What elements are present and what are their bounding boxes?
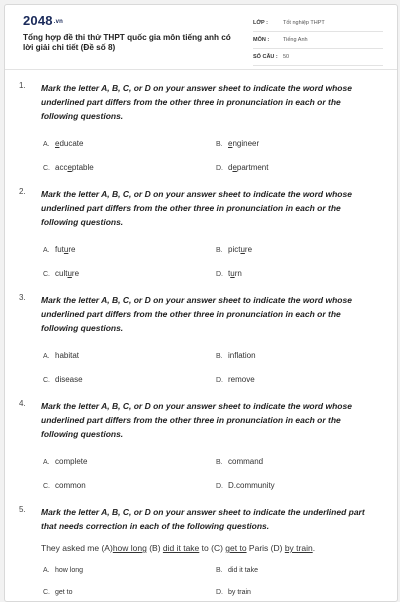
question-text: Mark the letter A, B, C, or D on your answer sheet to indicate the word whose underlined part differs from the other three in pronunciation in each or the following questions. [41, 401, 352, 439]
question-text: Mark the letter A, B, C, or D on your answer sheet to indicate the word whose underlined part differs from the other three in pronunciation in each or the following questions. [41, 295, 352, 333]
question-number: 2. [19, 187, 26, 196]
option-text: how long [55, 567, 84, 574]
option-letter: B. [216, 567, 223, 574]
option-letter: A. [43, 247, 50, 254]
option-b[interactable] [216, 457, 263, 466]
option-text: fut [55, 245, 64, 254]
option-a[interactable] [43, 245, 75, 254]
option-text: D.community [228, 481, 275, 490]
meta-key: MÔN : [253, 37, 270, 43]
meta-row-class [253, 15, 383, 32]
document-page [4, 4, 398, 602]
option-underline: e [67, 163, 72, 172]
option-letter: B. [216, 141, 223, 148]
option-text: remove [228, 375, 255, 384]
option-letter: D. [216, 377, 223, 384]
meta-row-count [253, 49, 383, 66]
option-letter: C. [43, 483, 50, 490]
option-text: re [71, 269, 80, 278]
question-3 [19, 293, 379, 393]
option-letter: C. [43, 377, 50, 384]
option-letter: D. [216, 271, 223, 278]
sentence-underline: how long [112, 543, 147, 553]
document-meta [253, 15, 383, 66]
option-underline: u [63, 245, 69, 254]
option-c[interactable] [43, 375, 83, 384]
option-text: get to [55, 589, 73, 596]
option-text: habitat [55, 351, 80, 360]
option-text: re [244, 245, 253, 254]
option-text: common [55, 481, 86, 490]
option-text: by train [228, 589, 251, 596]
sentence-part: Paris (D) [246, 543, 285, 553]
option-text: partment [236, 163, 269, 172]
option-c[interactable] [43, 163, 94, 172]
option-c[interactable] [43, 481, 86, 490]
sentence-part: They asked me (A) [41, 543, 113, 553]
document-title: Tổng hợp đề thi thử THPT quốc gia môn tiếng anh có lời giải chi tiết (Đề số 8) [23, 33, 231, 52]
logo-suffix: .vn [53, 18, 64, 25]
meta-key: LỚP : [253, 20, 268, 26]
option-text: inflation [228, 351, 256, 360]
option-letter: D. [216, 589, 223, 596]
question-sentence [41, 543, 315, 553]
option-underline: u [230, 269, 235, 278]
option-underline: e [232, 163, 237, 172]
logo-text: 2048 [23, 13, 53, 28]
option-a[interactable] [43, 139, 83, 148]
option-text: ptable [71, 163, 94, 172]
option-letter: A. [43, 459, 50, 466]
option-underline: e [55, 139, 60, 148]
option-text: ducate [59, 139, 84, 148]
meta-value: Tiếng Anh [283, 37, 308, 43]
option-text: complete [55, 457, 88, 466]
option-text: rn [234, 269, 242, 278]
sentence-part: . [312, 543, 316, 553]
question-text: Mark the letter A, B, C, or D on your answer sheet to indicate the word whose underlined part differs from the other three in pronunciation in each or the following questions. [41, 83, 352, 121]
option-d[interactable] [216, 269, 242, 278]
question-5 [19, 505, 379, 599]
option-d[interactable] [216, 481, 275, 490]
option-b[interactable] [216, 139, 259, 148]
option-b[interactable] [216, 567, 258, 574]
option-letter: C. [43, 589, 50, 596]
question-text: Mark the letter A, B, C, or D on your answer sheet to indicate the underlined part that needs correction in each of the following questions. [41, 507, 365, 531]
question-text: Mark the letter A, B, C, or D on your answer sheet to indicate the word whose underlined part differs from the other three in pronunciation in each or the following questions. [41, 189, 352, 227]
option-letter: A. [43, 141, 50, 148]
option-underline: u [240, 245, 245, 254]
site-logo[interactable] [23, 13, 63, 28]
sentence-part: to (C) [199, 543, 226, 553]
question-number: 3. [19, 293, 26, 302]
option-d[interactable] [216, 163, 268, 172]
option-letter: C. [43, 271, 50, 278]
option-a[interactable] [43, 457, 87, 466]
sentence-underline: get to [225, 543, 247, 553]
meta-value: Tốt nghiệp THPT [283, 20, 325, 26]
option-underline: u [67, 269, 72, 278]
option-letter: B. [216, 459, 223, 466]
option-text: ngineer [232, 139, 260, 148]
option-letter: B. [216, 247, 223, 254]
question-4 [19, 399, 379, 499]
question-2 [19, 187, 379, 287]
option-text: cult [55, 269, 68, 278]
option-text: acc [55, 163, 68, 172]
option-b[interactable] [216, 351, 256, 360]
option-c[interactable] [43, 269, 79, 278]
option-b[interactable] [216, 245, 252, 254]
option-d[interactable] [216, 589, 251, 596]
sentence-underline: by train [284, 543, 313, 553]
document-header [5, 5, 397, 70]
option-text: t [228, 269, 231, 278]
option-letter: A. [43, 567, 50, 574]
option-letter: D. [216, 165, 223, 172]
option-underline: e [228, 139, 233, 148]
option-text: re [68, 245, 76, 254]
question-number: 5. [19, 505, 26, 514]
option-letter: D. [216, 483, 223, 490]
option-text: command [228, 457, 264, 466]
option-a[interactable] [43, 351, 79, 360]
option-letter: A. [43, 353, 50, 360]
meta-key: SỐ CÂU : [253, 54, 278, 60]
option-c[interactable] [43, 589, 73, 596]
option-text: did it take [228, 567, 258, 574]
option-a[interactable] [43, 567, 83, 574]
option-d[interactable] [216, 375, 255, 384]
option-text: d [228, 163, 233, 172]
question-1 [19, 81, 379, 181]
sentence-part: (B) [146, 543, 163, 553]
question-number: 1. [19, 81, 26, 90]
option-text: pict [228, 245, 241, 254]
sentence-underline: did it take [162, 543, 200, 553]
question-number: 4. [19, 399, 26, 408]
meta-value: 50 [283, 54, 290, 60]
option-text: disease [55, 375, 83, 384]
meta-row-subject [253, 32, 383, 49]
option-letter: B. [216, 353, 223, 360]
option-letter: C. [43, 165, 50, 172]
